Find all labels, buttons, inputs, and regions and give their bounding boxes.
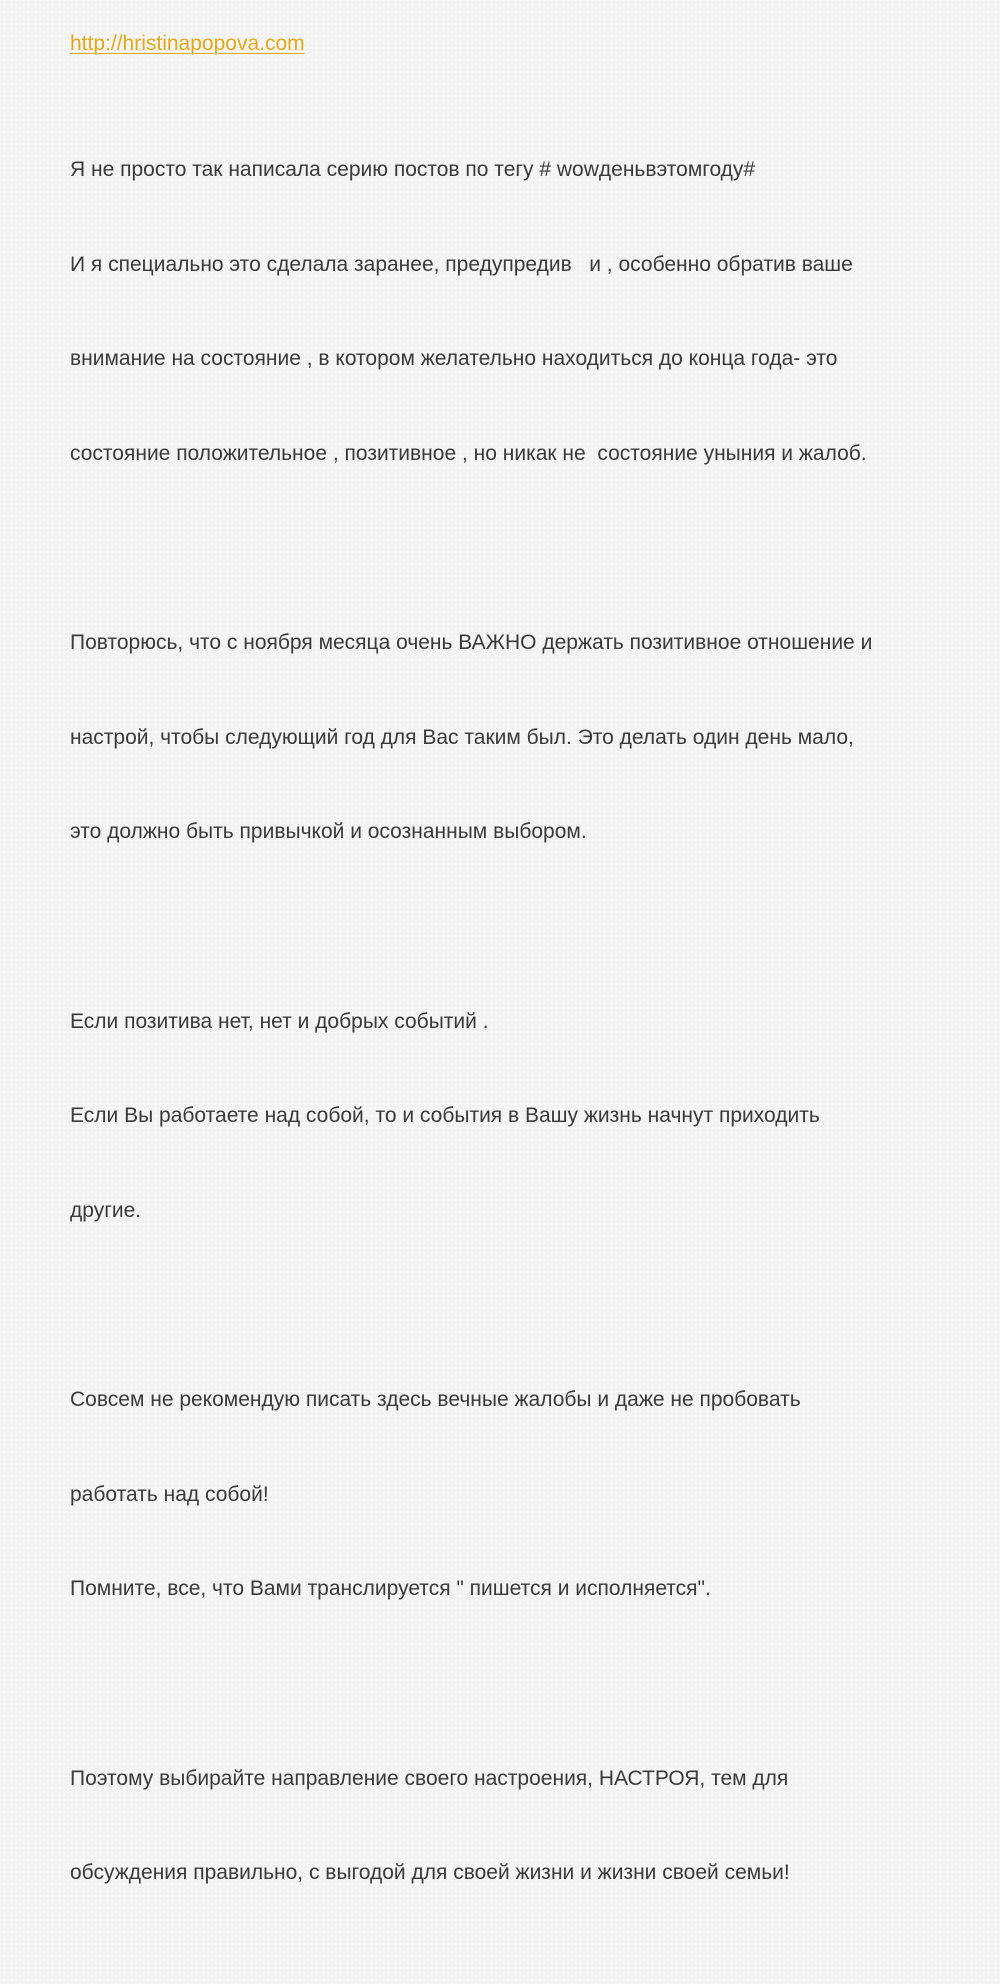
- paragraph-line: другие.: [70, 1198, 142, 1222]
- paragraph-1: [70, 91, 970, 532]
- paragraph-5: [70, 1700, 970, 1952]
- paragraph-line: И я специально это сделала заранее, предупредив и , особенно обратив ваше: [70, 252, 853, 276]
- paragraph-line: работать над собой!: [70, 1482, 269, 1506]
- paragraph-line: Помните, все, что Вами транслируется " пишется и исполняется".: [70, 1577, 711, 1600]
- website-link[interactable]: http://hristinapopova.com: [70, 32, 305, 55]
- paragraph-line: Я не просто так написала серию постов по тегу # wowденьвэтомгоду#: [70, 158, 756, 181]
- paragraph-line: настрой, чтобы следующий год для Вас таким был. Это делать один день мало,: [70, 725, 854, 749]
- paragraph-3: [70, 943, 970, 1290]
- paragraph-line: Совсем не рекомендую писать здесь вечные жалобы и даже не пробовать: [70, 1388, 801, 1411]
- paragraph-line: внимание на состояние , в котором желательно находиться до конца года- это: [70, 347, 838, 370]
- paragraph-line: Если позитива нет, нет и добрых событий .: [70, 1009, 489, 1033]
- paragraph-2: [70, 564, 970, 911]
- paragraph-line: Поэтому выбирайте направление своего настроения, НАСТРОЯ, тем для: [70, 1766, 789, 1790]
- paragraph-line: состояние положительное , позитивное , но никак не состояние уныния и жалоб.: [70, 441, 867, 465]
- note-body: [70, 28, 970, 1984]
- paragraph-line: обсуждения правильно, с выгодой для своей жизни и жизни своей семьи!: [70, 1861, 790, 1884]
- paragraph-line: Повторюсь, что с ноября месяца очень ВАЖНО держать позитивное отношение и: [70, 631, 873, 654]
- paragraph-line: это должно быть привычкой и осознанным выбором.: [70, 820, 587, 843]
- paragraph-line: Если Вы работаете над собой, то и события в Вашу жизнь начнут приходить: [70, 1104, 820, 1127]
- paragraph-4: [70, 1321, 970, 1668]
